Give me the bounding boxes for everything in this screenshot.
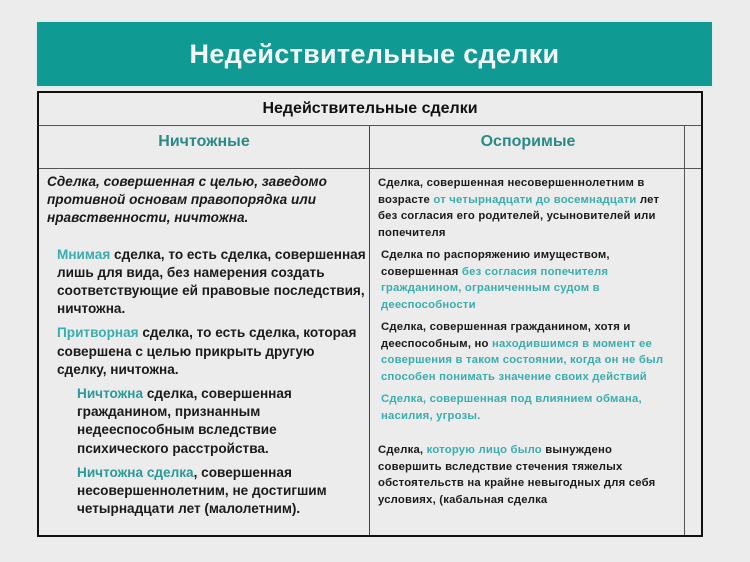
voidable-item-term: которую лицо было	[426, 444, 542, 456]
column-headers-row	[39, 126, 701, 169]
void-item-text: сделка, совершенная гражданином, признанным недееспособным вследствие психического расстройства.	[77, 386, 292, 456]
voidable-item-text: Сделка, совершенная несовершеннолетним в возрасте	[378, 177, 645, 206]
void-deals-column	[47, 173, 367, 518]
voidable-item-5	[378, 442, 678, 508]
void-item-5	[47, 464, 367, 519]
column-header-void: Ничтожные	[158, 133, 250, 150]
voidable-item-term: Сделка, совершенная под влиянием обмана, насилия, угрозы.	[381, 393, 642, 422]
void-item-4	[47, 385, 367, 458]
voidable-item-term: от четырнадцати до восемнадцати	[433, 193, 637, 206]
voidable-item-text: Сделка по распоряжению имуществом, совершенная	[381, 249, 610, 278]
void-item-term: Ничтожна сделка	[77, 464, 194, 480]
table-title: Недействительные сделки	[39, 93, 701, 126]
void-item-text: Сделка, совершенная с целью, заведомо противной основам правопорядка или нравственности, ничтожна.	[47, 174, 327, 226]
void-item-1	[47, 173, 367, 228]
voidable-item-3	[378, 319, 678, 385]
void-item-3	[47, 324, 367, 379]
void-item-text: сделка, то есть сделка, которая совершена с целью прикрыть другую сделку, ничтожна.	[57, 325, 357, 377]
voidable-deals-column	[378, 175, 678, 508]
column-header-voidable: Оспоримые	[480, 133, 576, 150]
column-divider	[369, 126, 370, 535]
banner-title: Недействительные сделки	[189, 38, 560, 69]
void-item-term: Ничтожна	[77, 386, 144, 402]
voidable-item-text: Сделка,	[378, 444, 427, 456]
voidable-item-term: находившимся в момент ее совершения в таком состоянии, когда он не был способен понимать значение своих действий	[381, 337, 664, 383]
voidable-item-4	[378, 391, 678, 424]
void-item-text: , совершенная несовершеннолетним, не достигшим четырнадцати лет (малолетним).	[77, 464, 327, 517]
void-item-text: сделка, то есть сделка, совершенная лишь для вида, без намерения создать соответствующие ей правовые последствия, ничтожна.	[57, 246, 366, 317]
voidable-item-term: без согласия попечителя гражданином, ограниченным судом в дееспособности	[381, 265, 609, 311]
voidable-item-1	[378, 175, 678, 241]
void-item-2	[47, 246, 367, 319]
voidable-item-2	[378, 247, 678, 313]
void-item-term: Притворная	[57, 325, 139, 341]
title-banner	[37, 22, 712, 86]
invalid-deals-table	[37, 91, 703, 537]
void-item-term: Мнимая	[57, 246, 111, 262]
voidable-item-text: Сделка, совершенная гражданином, хотя и дееспособным, но	[381, 321, 631, 350]
extra-column-divider	[684, 126, 685, 535]
voidable-item-text: вынуждено совершить вследствие стечения тяжелых обстоятельств на крайне невыгодных для себя условиях, (кабальная сделка	[378, 444, 656, 506]
voidable-item-text: лет без согласия его родителей, усыновителей или попечителя	[378, 193, 660, 239]
